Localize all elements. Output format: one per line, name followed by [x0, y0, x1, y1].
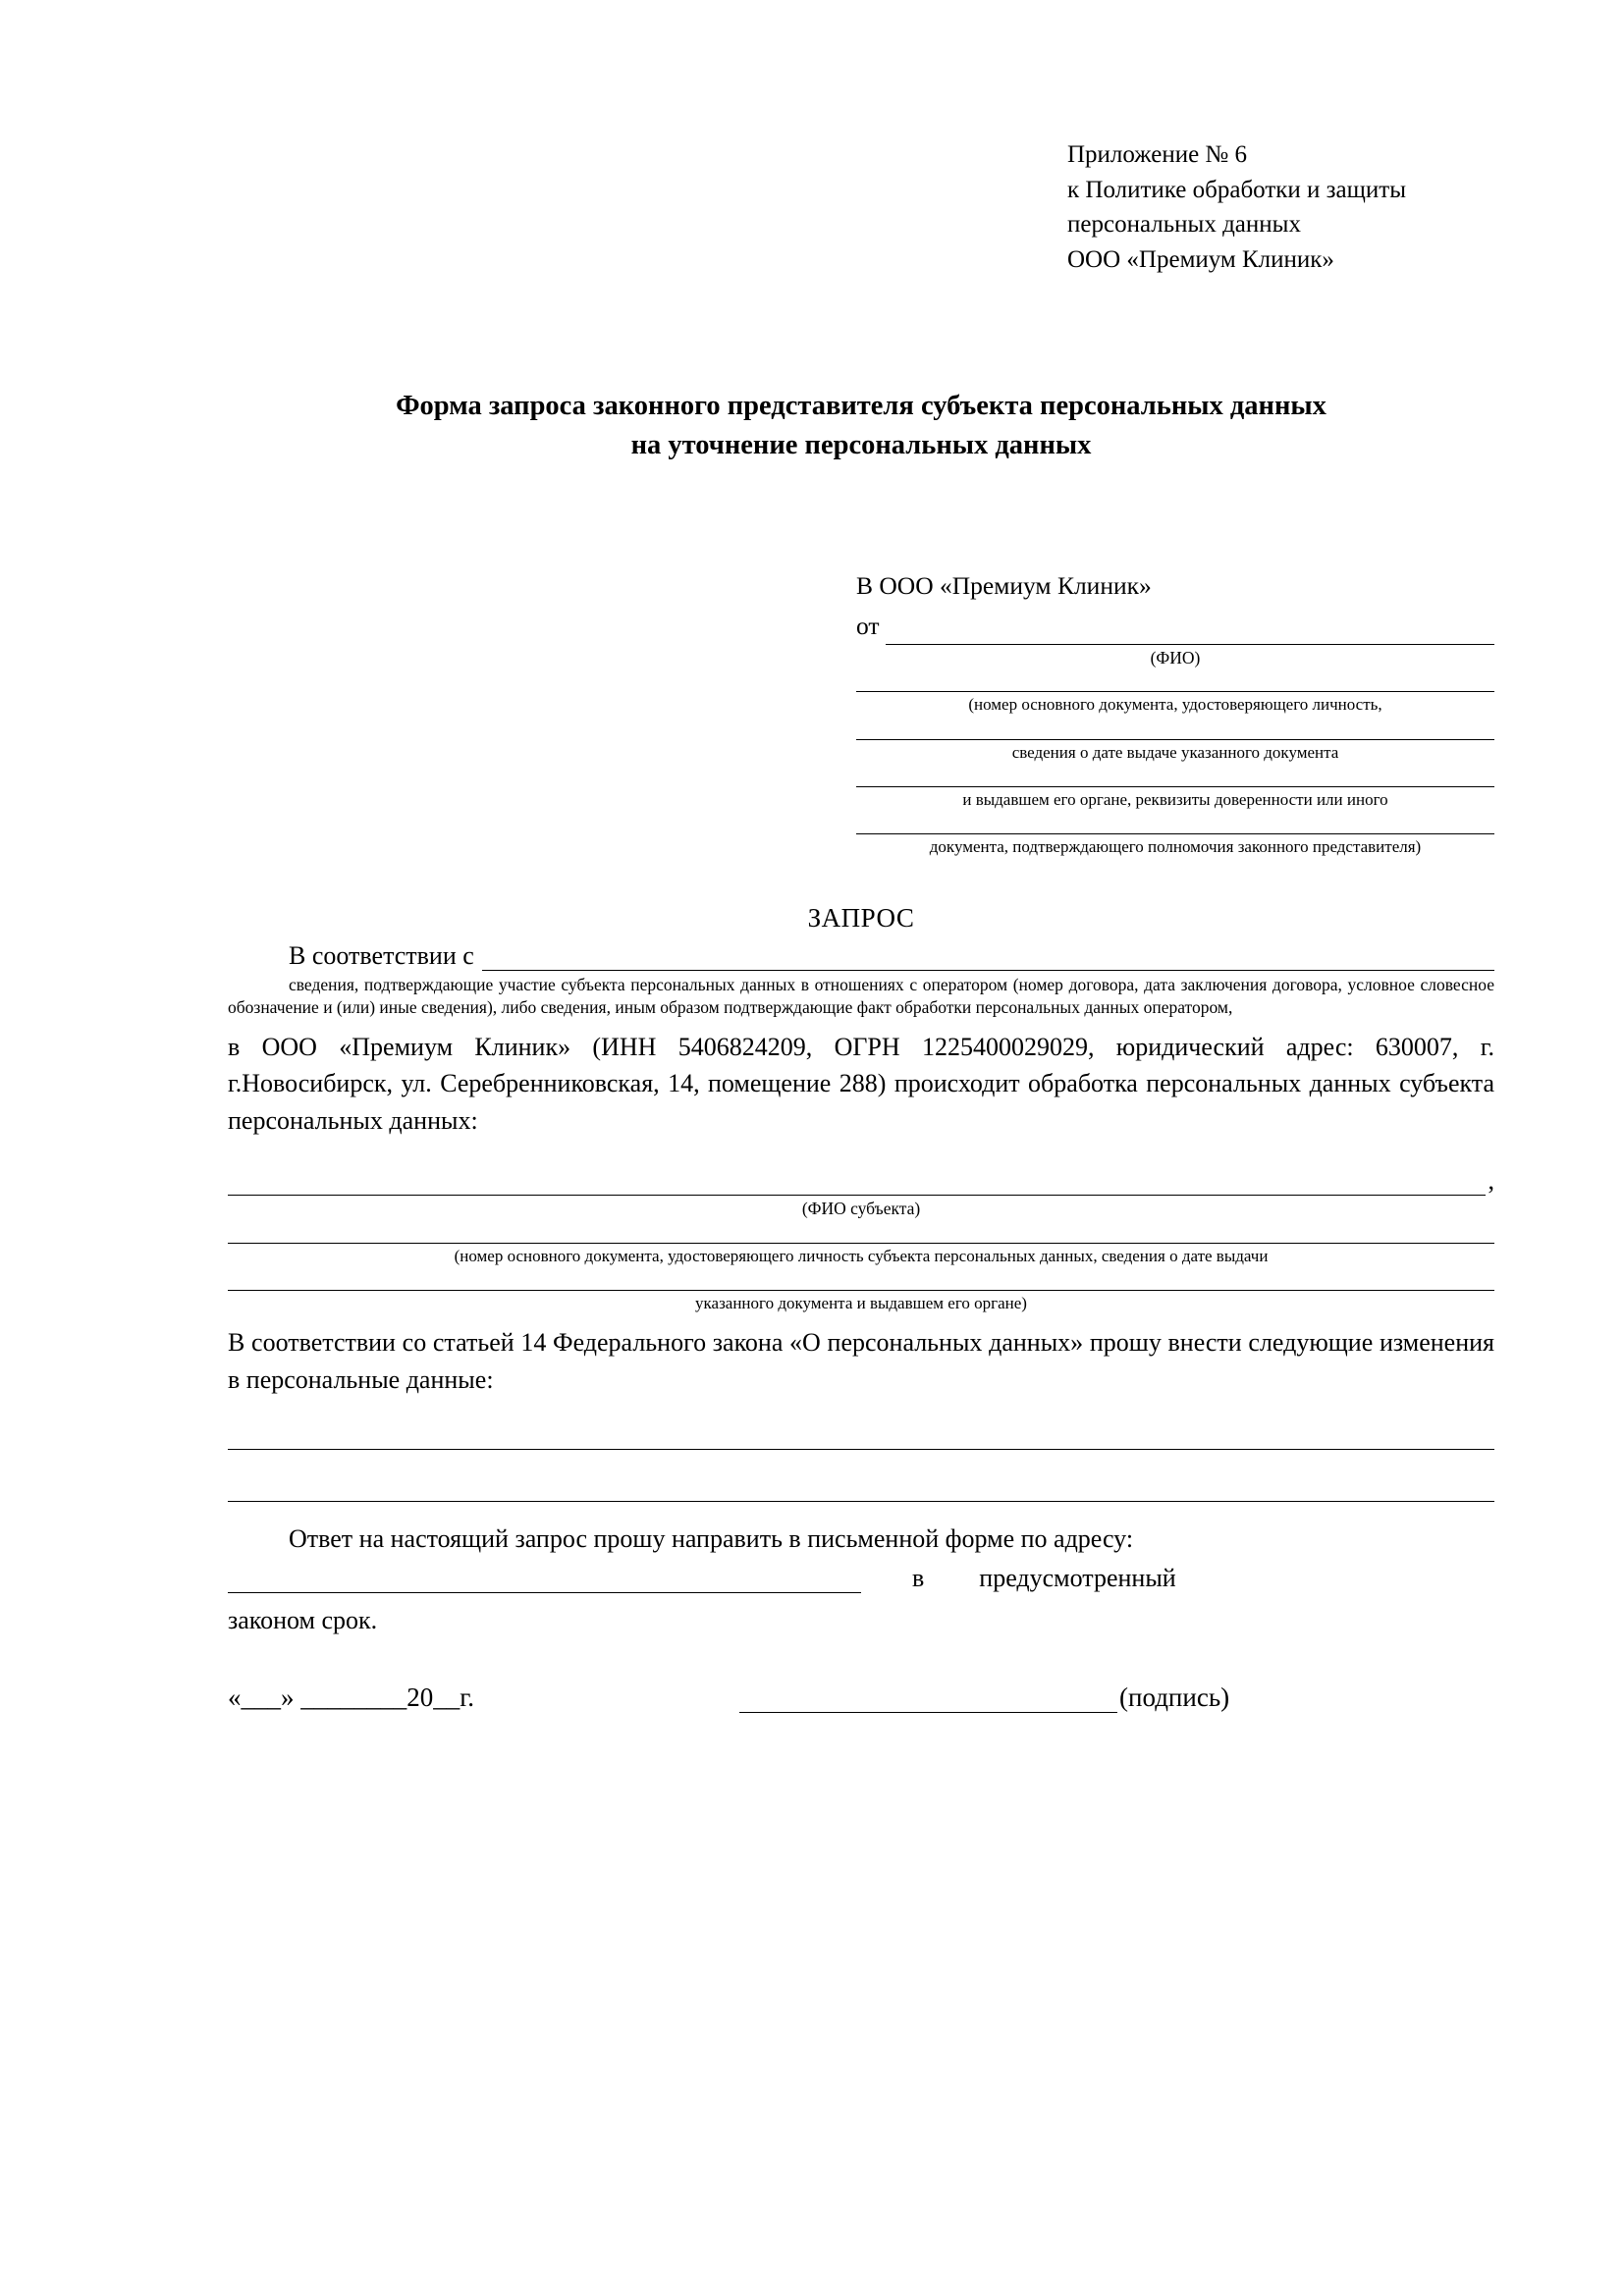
- doc-issuer-field[interactable]: [856, 785, 1494, 787]
- doc-date-row: [856, 738, 1494, 740]
- subject-doc-field[interactable]: [228, 1242, 1494, 1244]
- date-field[interactable]: «___» ________20__г.: [228, 1682, 475, 1713]
- doc-number-field[interactable]: [856, 690, 1494, 692]
- subject-doc-issuer-field[interactable]: [228, 1289, 1494, 1291]
- fine-note: [228, 974, 1494, 1019]
- changes-field-line-2[interactable]: [228, 1475, 1494, 1502]
- appendix-policy-line-1: к Политике обработки и защиты: [1067, 176, 1407, 203]
- doc-date-field[interactable]: [856, 738, 1494, 740]
- subject-fio-row: [228, 1166, 1494, 1196]
- doc-authority-row: [856, 832, 1494, 834]
- from-label: от: [856, 611, 880, 640]
- answer-tail-2: законом срок.: [228, 1606, 378, 1635]
- caption-doc-issuer: и выдавшем его органе, реквизиты доверенности или иного: [962, 789, 1388, 809]
- page-title-line-1: Форма запроса законного представителя субъекта персональных данных: [396, 391, 1326, 421]
- caption-subject-fio: (ФИО субъекта): [801, 1199, 921, 1219]
- request-heading: ЗАПРОС: [807, 902, 915, 933]
- in-accordance-field[interactable]: [482, 944, 1494, 971]
- subject-doc-row: [228, 1242, 1494, 1244]
- caption-subject-doc-2: указанного документа и выдавшем его органе): [695, 1294, 1027, 1313]
- answer-tail-1: предусмотренный: [979, 1564, 1176, 1593]
- in-accordance-label: В соответствии с: [289, 940, 474, 970]
- addressee-block: [856, 568, 1494, 858]
- signature-label: (подпись): [1119, 1682, 1230, 1713]
- appendix-policy-line-2: персональных данных: [1067, 211, 1301, 238]
- page-title: [228, 387, 1494, 465]
- appendix-organization: ООО «Премиум Клиник»: [1067, 245, 1334, 273]
- signature-field[interactable]: [739, 1686, 1117, 1713]
- answer-address-row: [228, 1564, 1494, 1593]
- caption-fio: (ФИО): [1150, 647, 1201, 667]
- caption-doc-number: (номер основного документа, удостоверяющего личность,: [968, 695, 1382, 715]
- doc-authority-field[interactable]: [856, 832, 1494, 834]
- from-row: [856, 609, 1494, 645]
- subject-fio-field[interactable]: [228, 1171, 1486, 1196]
- document-content: [228, 137, 1494, 1713]
- subject-fio-comma: ,: [1488, 1166, 1494, 1196]
- caption-subject-doc-1: (номер основного документа, удостоверяющего личность субъекта персональных данных, сведения о дате выдачи: [454, 1247, 1269, 1266]
- doc-number-row: [856, 690, 1494, 692]
- signature-row: [228, 1682, 1494, 1713]
- addressee-organization: В ООО «Премиум Клиник»: [856, 570, 1152, 600]
- subject-doc-issuer-row: [228, 1289, 1494, 1291]
- organization-paragraph: в ООО «Премиум Клиник» (ИНН 5406824209, ОГРН 1225400029029, юридический адрес: 630007, г. г.Новосибирск, ул. Серебренниковская, 14, помещение 288) происходит обработка персональных данных субъекта персональных данных:: [228, 1033, 1494, 1135]
- caption-doc-authority: документа, подтверждающего полномочия законного представителя): [929, 836, 1422, 856]
- page-title-line-2: на уточнение персональных данных: [630, 429, 1092, 460]
- article-paragraph: В соответствии со статьей 14 Федерального закона «О персональных данных» прошу внести следующие изменения в персональные данные:: [228, 1328, 1494, 1394]
- appendix-header: [1067, 137, 1494, 277]
- fine-note-text: сведения, подтверждающие участие субъекта персональных данных в отношениях с оператором (номер договора, дата заключения договора, условное словесное обозначение и (или) иные сведения), либо сведения, иным образом подтверждающие факт обработки персональных данных оператором,: [228, 974, 1494, 1017]
- in-accordance-row: [228, 941, 1494, 971]
- answer-word: в: [912, 1564, 925, 1593]
- caption-doc-date: сведения о дате выдаче указанного документа: [1011, 742, 1339, 762]
- answer-address-field[interactable]: [228, 1567, 861, 1593]
- appendix-number: Приложение № 6: [1067, 141, 1248, 168]
- from-name-field[interactable]: [886, 618, 1494, 645]
- changes-field-line-1[interactable]: [228, 1423, 1494, 1450]
- doc-issuer-row: [856, 785, 1494, 787]
- answer-paragraph: Ответ на настоящий запрос прошу направить в письменной форме по адресу:: [289, 1524, 1134, 1554]
